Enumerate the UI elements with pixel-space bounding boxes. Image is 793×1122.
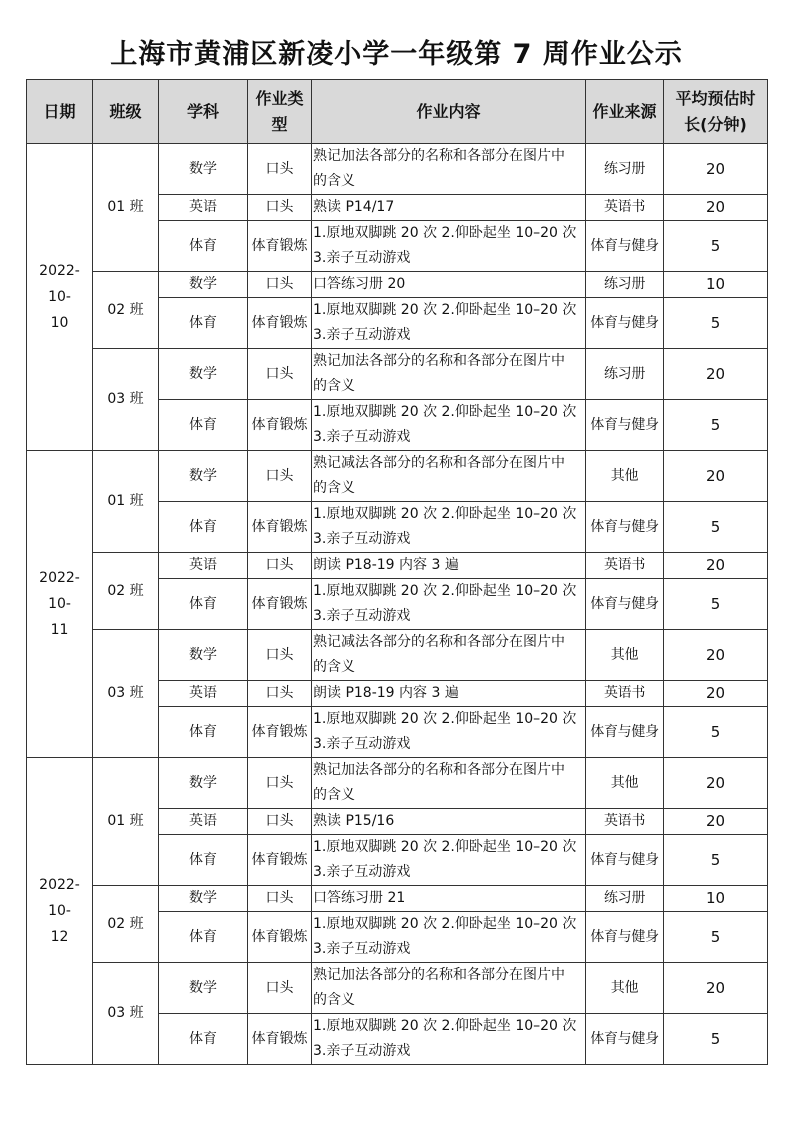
type-cell: 口头 (248, 553, 312, 579)
content-line1: 1.原地双脚跳 20 次 2.仰卧起坐 10–20 次 (313, 583, 577, 599)
date-line2: 10 (50, 315, 69, 331)
header-duration (664, 80, 768, 144)
source-cell: 体育与健身 (586, 400, 664, 451)
content-line2: 3.亲子互动游戏 (313, 736, 411, 752)
duration-cell: 5 (664, 1014, 768, 1065)
header-type (248, 80, 312, 144)
date-line2: 11 (50, 622, 69, 638)
content-line1: 朗读 P18-19 内容 3 遍 (313, 685, 459, 701)
header-row (27, 80, 768, 144)
duration-cell: 20 (664, 758, 768, 809)
duration-cell: 20 (664, 963, 768, 1014)
content-line1: 1.原地双脚跳 20 次 2.仰卧起坐 10–20 次 (313, 711, 577, 727)
header-source: 作业来源 (586, 80, 664, 144)
content-line1: 熟读 P14/17 (313, 199, 395, 215)
content-line2: 的含义 (313, 378, 355, 394)
type-cell: 体育锻炼 (248, 400, 312, 451)
duration-cell: 5 (664, 579, 768, 630)
content-line1: 熟记减法各部分的名称和各部分在图片中 (313, 455, 565, 471)
subject-cell: 数学 (159, 349, 248, 400)
duration-cell: 20 (664, 195, 768, 221)
date-line1: 2022-10- (39, 570, 80, 612)
table-row (27, 272, 768, 298)
class-cell: 02 班 (93, 553, 159, 630)
duration-cell: 20 (664, 451, 768, 502)
source-cell: 其他 (586, 963, 664, 1014)
duration-cell: 20 (664, 809, 768, 835)
content-line1: 1.原地双脚跳 20 次 2.仰卧起坐 10–20 次 (313, 916, 577, 932)
content-line2: 3.亲子互动游戏 (313, 608, 411, 624)
subject-cell: 数学 (159, 451, 248, 502)
class-cell: 02 班 (93, 886, 159, 963)
content-line1: 熟记加法各部分的名称和各部分在图片中 (313, 148, 565, 164)
duration-cell: 20 (664, 144, 768, 195)
duration-cell: 10 (664, 272, 768, 298)
type-cell: 口头 (248, 681, 312, 707)
content-cell (312, 221, 586, 272)
content-line2: 3.亲子互动游戏 (313, 531, 411, 547)
page-title: 上海市黄浦区新凌小学一年级第 7 周作业公示 (110, 39, 683, 70)
subject-cell: 数学 (159, 630, 248, 681)
content-line1: 熟记加法各部分的名称和各部分在图片中 (313, 353, 565, 369)
source-cell: 英语书 (586, 681, 664, 707)
duration-cell: 20 (664, 349, 768, 400)
type-cell: 口头 (248, 758, 312, 809)
source-cell: 练习册 (586, 144, 664, 195)
subject-cell: 英语 (159, 553, 248, 579)
header-duration-line2: 长(分钟) (684, 114, 747, 134)
source-cell: 练习册 (586, 272, 664, 298)
subject-cell: 数学 (159, 963, 248, 1014)
duration-cell: 20 (664, 553, 768, 579)
subject-cell: 体育 (159, 400, 248, 451)
table-row (27, 144, 768, 195)
subject-cell: 体育 (159, 298, 248, 349)
type-cell: 口头 (248, 963, 312, 1014)
class-cell: 01 班 (93, 758, 159, 886)
content-line1: 1.原地双脚跳 20 次 2.仰卧起坐 10–20 次 (313, 1018, 577, 1034)
content-cell (312, 963, 586, 1014)
subject-cell: 体育 (159, 707, 248, 758)
subject-cell: 体育 (159, 221, 248, 272)
source-cell: 其他 (586, 758, 664, 809)
source-cell: 英语书 (586, 809, 664, 835)
duration-cell: 5 (664, 835, 768, 886)
content-line1: 熟读 P15/16 (313, 813, 395, 829)
content-line2: 3.亲子互动游戏 (313, 864, 411, 880)
duration-cell: 5 (664, 502, 768, 553)
content-cell (312, 809, 586, 835)
source-cell: 其他 (586, 630, 664, 681)
content-line2: 3.亲子互动游戏 (313, 250, 411, 266)
content-cell (312, 912, 586, 963)
source-cell: 体育与健身 (586, 221, 664, 272)
type-cell: 口头 (248, 809, 312, 835)
content-line1: 熟记减法各部分的名称和各部分在图片中 (313, 634, 565, 650)
duration-cell: 5 (664, 400, 768, 451)
type-cell: 体育锻炼 (248, 502, 312, 553)
content-line1: 朗读 P18-19 内容 3 遍 (313, 557, 459, 573)
source-cell: 英语书 (586, 553, 664, 579)
type-cell: 体育锻炼 (248, 221, 312, 272)
duration-cell: 20 (664, 630, 768, 681)
content-cell (312, 579, 586, 630)
source-cell: 练习册 (586, 886, 664, 912)
content-cell (312, 195, 586, 221)
date-line2: 12 (50, 929, 69, 945)
table-row (27, 349, 768, 400)
type-cell: 体育锻炼 (248, 707, 312, 758)
type-cell: 口头 (248, 630, 312, 681)
content-line1: 1.原地双脚跳 20 次 2.仰卧起坐 10–20 次 (313, 225, 577, 241)
content-line1: 口答练习册 21 (313, 890, 406, 906)
class-cell: 01 班 (93, 144, 159, 272)
source-cell: 体育与健身 (586, 707, 664, 758)
homework-table (26, 79, 768, 1065)
date-line1: 2022-10- (39, 263, 80, 305)
subject-cell: 体育 (159, 1014, 248, 1065)
content-cell (312, 349, 586, 400)
duration-cell: 20 (664, 681, 768, 707)
subject-cell: 数学 (159, 886, 248, 912)
content-line2: 3.亲子互动游戏 (313, 429, 411, 445)
type-cell: 口头 (248, 195, 312, 221)
content-cell (312, 298, 586, 349)
source-cell: 其他 (586, 451, 664, 502)
content-cell (312, 835, 586, 886)
class-cell: 02 班 (93, 272, 159, 349)
type-cell: 体育锻炼 (248, 912, 312, 963)
subject-cell: 数学 (159, 758, 248, 809)
header-duration-line1: 平均预估时 (675, 88, 756, 108)
type-cell: 体育锻炼 (248, 835, 312, 886)
source-cell: 体育与健身 (586, 1014, 664, 1065)
content-line2: 的含义 (313, 173, 355, 189)
content-cell (312, 1014, 586, 1065)
content-line2: 的含义 (313, 787, 355, 803)
subject-cell: 数学 (159, 144, 248, 195)
content-line1: 口答练习册 20 (313, 276, 406, 292)
duration-cell: 5 (664, 221, 768, 272)
subject-cell: 英语 (159, 195, 248, 221)
subject-cell: 英语 (159, 809, 248, 835)
content-line1: 1.原地双脚跳 20 次 2.仰卧起坐 10–20 次 (313, 302, 577, 318)
date-cell (27, 451, 93, 758)
type-cell: 口头 (248, 349, 312, 400)
date-cell (27, 144, 93, 451)
type-cell: 口头 (248, 272, 312, 298)
content-line2: 3.亲子互动游戏 (313, 941, 411, 957)
content-line2: 的含义 (313, 659, 355, 675)
duration-cell: 5 (664, 707, 768, 758)
content-cell (312, 707, 586, 758)
subject-cell: 体育 (159, 579, 248, 630)
subject-cell: 体育 (159, 835, 248, 886)
table-row (27, 553, 768, 579)
source-cell: 英语书 (586, 195, 664, 221)
source-cell: 体育与健身 (586, 502, 664, 553)
source-cell: 体育与健身 (586, 298, 664, 349)
source-cell: 体育与健身 (586, 579, 664, 630)
table-row (27, 963, 768, 1014)
content-cell (312, 451, 586, 502)
content-line1: 1.原地双脚跳 20 次 2.仰卧起坐 10–20 次 (313, 839, 577, 855)
type-cell: 口头 (248, 451, 312, 502)
content-line1: 1.原地双脚跳 20 次 2.仰卧起坐 10–20 次 (313, 506, 577, 522)
type-cell: 体育锻炼 (248, 298, 312, 349)
type-cell: 口头 (248, 144, 312, 195)
type-cell: 体育锻炼 (248, 1014, 312, 1065)
date-line1: 2022-10- (39, 877, 80, 919)
content-cell (312, 758, 586, 809)
table-row (27, 630, 768, 681)
content-line2: 的含义 (313, 480, 355, 496)
content-cell (312, 272, 586, 298)
subject-cell: 体育 (159, 502, 248, 553)
header-type-line2: 型 (271, 114, 288, 134)
subject-cell: 体育 (159, 912, 248, 963)
header-date: 日期 (27, 80, 93, 144)
content-cell (312, 144, 586, 195)
source-cell: 练习册 (586, 349, 664, 400)
content-line2: 的含义 (313, 992, 355, 1008)
content-line2: 3.亲子互动游戏 (313, 1043, 411, 1059)
date-cell (27, 758, 93, 1065)
class-cell: 03 班 (93, 630, 159, 758)
header-class: 班级 (93, 80, 159, 144)
header-type-line1: 作业类 (255, 88, 304, 108)
content-cell (312, 553, 586, 579)
content-line1: 熟记加法各部分的名称和各部分在图片中 (313, 762, 565, 778)
table-row (27, 886, 768, 912)
type-cell: 口头 (248, 886, 312, 912)
content-cell (312, 630, 586, 681)
table-body (27, 144, 768, 1065)
duration-cell: 10 (664, 886, 768, 912)
subject-cell: 英语 (159, 681, 248, 707)
class-cell: 03 班 (93, 963, 159, 1065)
content-cell (312, 681, 586, 707)
source-cell: 体育与健身 (586, 835, 664, 886)
header-content: 作业内容 (312, 80, 586, 144)
content-line1: 熟记加法各部分的名称和各部分在图片中 (313, 967, 565, 983)
subject-cell: 数学 (159, 272, 248, 298)
content-line1: 1.原地双脚跳 20 次 2.仰卧起坐 10–20 次 (313, 404, 577, 420)
content-cell (312, 886, 586, 912)
header-subject: 学科 (159, 80, 248, 144)
type-cell: 体育锻炼 (248, 579, 312, 630)
table-row (27, 451, 768, 502)
class-cell: 03 班 (93, 349, 159, 451)
class-cell: 01 班 (93, 451, 159, 553)
content-cell (312, 400, 586, 451)
duration-cell: 5 (664, 912, 768, 963)
content-line2: 3.亲子互动游戏 (313, 327, 411, 343)
content-cell (312, 502, 586, 553)
source-cell: 体育与健身 (586, 912, 664, 963)
duration-cell: 5 (664, 298, 768, 349)
table-row (27, 758, 768, 809)
